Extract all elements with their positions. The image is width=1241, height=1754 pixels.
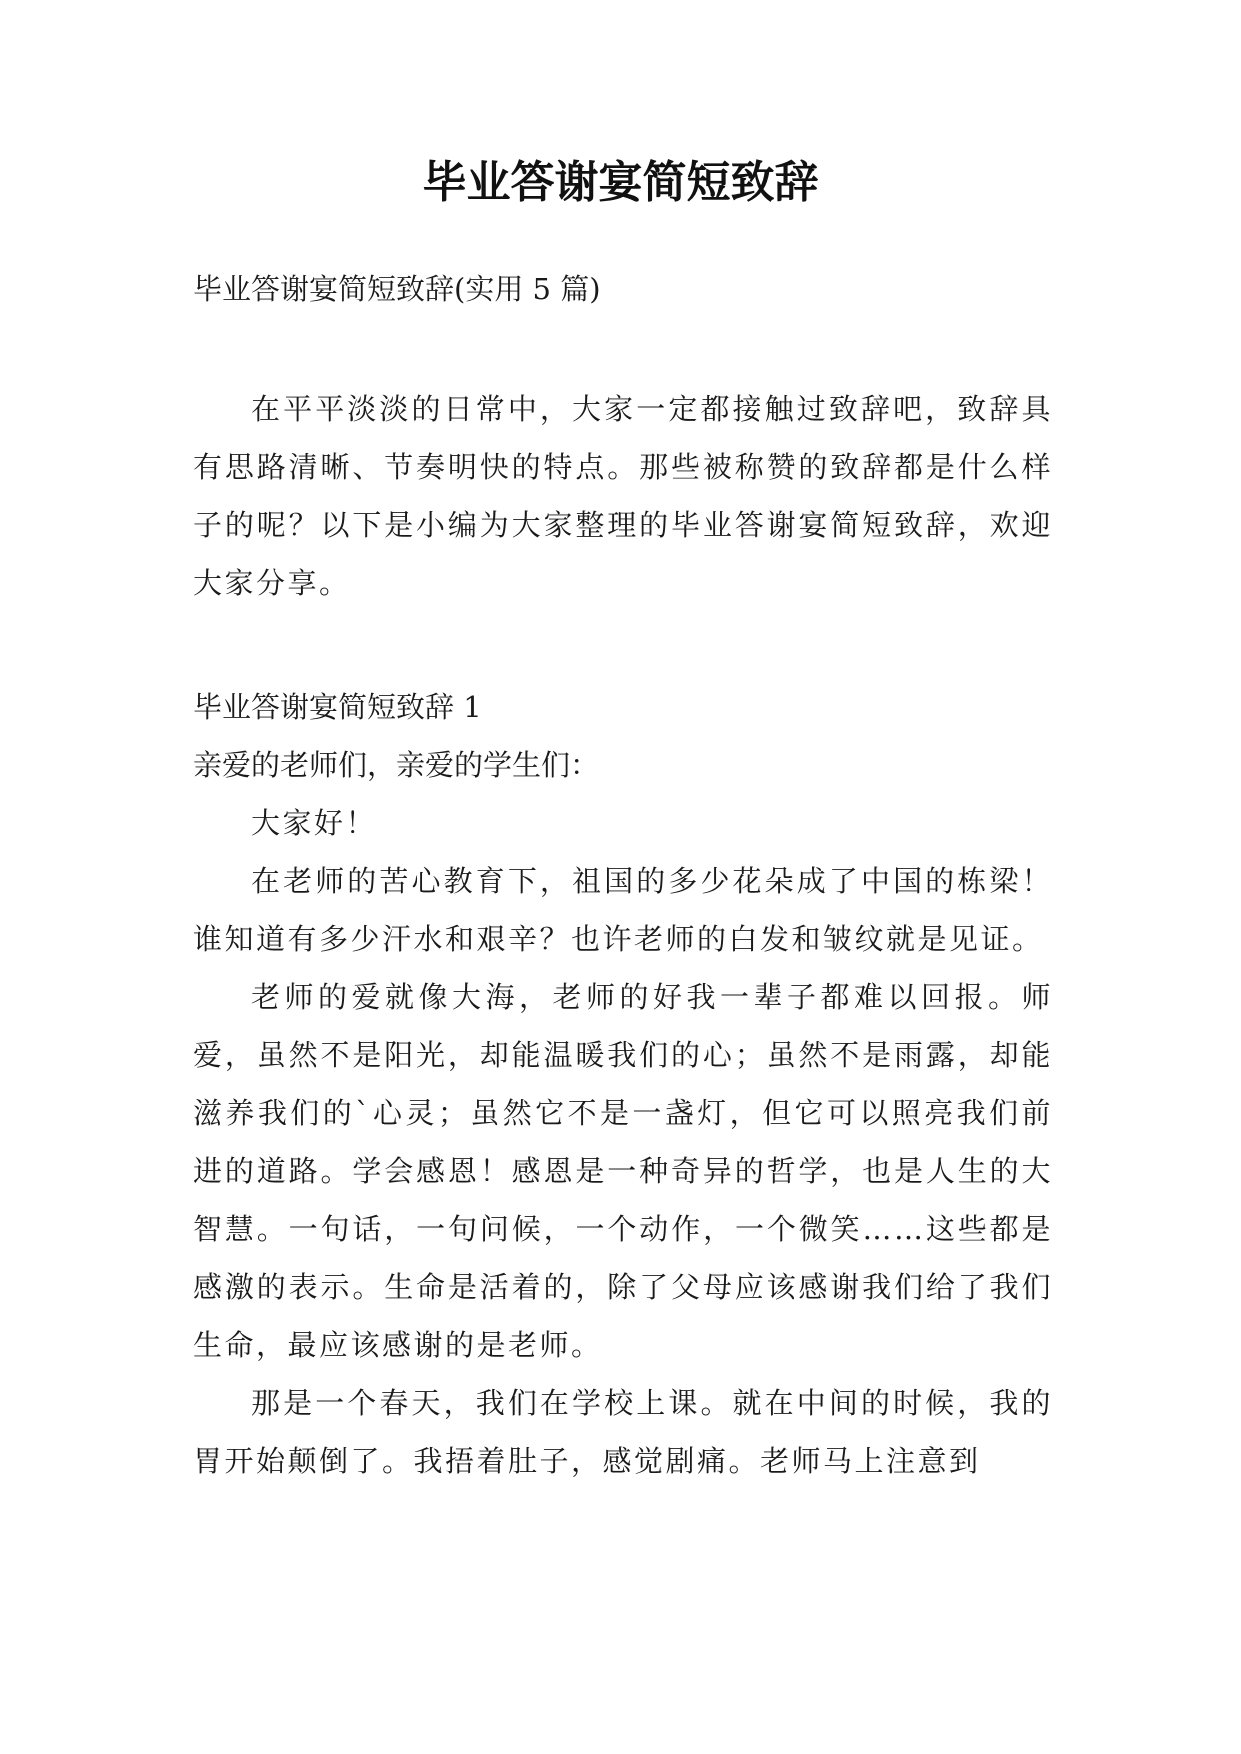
- document-body: [193, 260, 1053, 1490]
- document-subtitle: 毕业答谢宴简短致辞(实用 5 篇): [193, 272, 601, 306]
- intro-paragraph: 在平平淡淡的日常中，大家一定都接触过致辞吧，致辞具有思路清晰、节奏明快的特点。那些被称赞的致辞都是什么样子的呢？以下是小编为大家整理的毕业答谢宴简短致辞，欢迎大家分享。: [193, 392, 1053, 600]
- body-paragraph: 老师的爱就像大海，老师的好我一辈子都难以回报。师爱，虽然不是阳光，却能温暖我们的心；虽然不是雨露，却能滋养我们的`心灵；虽然它不是一盏灯，但它可以照亮我们前进的道路。学会感恩！感恩是一种奇异的哲学，也是人生的大智慧。一句话，一句问候，一个动作，一个微笑……这些都是感激的表示。生命是活着的，除了父母应该感谢我们给了我们生命，最应该感谢的是老师。: [193, 980, 1053, 1362]
- greeting: 大家好！: [251, 806, 378, 840]
- body-paragraph: 那是一个春天，我们在学校上课。就在中间的时候，我的胃开始颠倒了。我捂着肚子，感觉剧痛。老师马上注意到: [193, 1386, 1053, 1478]
- salutation: 亲爱的老师们，亲爱的学生们：: [193, 748, 600, 782]
- spacer: [193, 318, 1053, 380]
- body-paragraph: 在老师的苦心教育下，祖国的多少花朵成了中国的栋梁！谁知道有多少汗水和艰辛？也许老师的白发和皱纹就是见证。: [193, 864, 1053, 956]
- spacer: [193, 612, 1053, 678]
- document-title: 毕业答谢宴简短致辞: [422, 157, 819, 208]
- section-heading: 毕业答谢宴简短致辞 1: [193, 690, 482, 724]
